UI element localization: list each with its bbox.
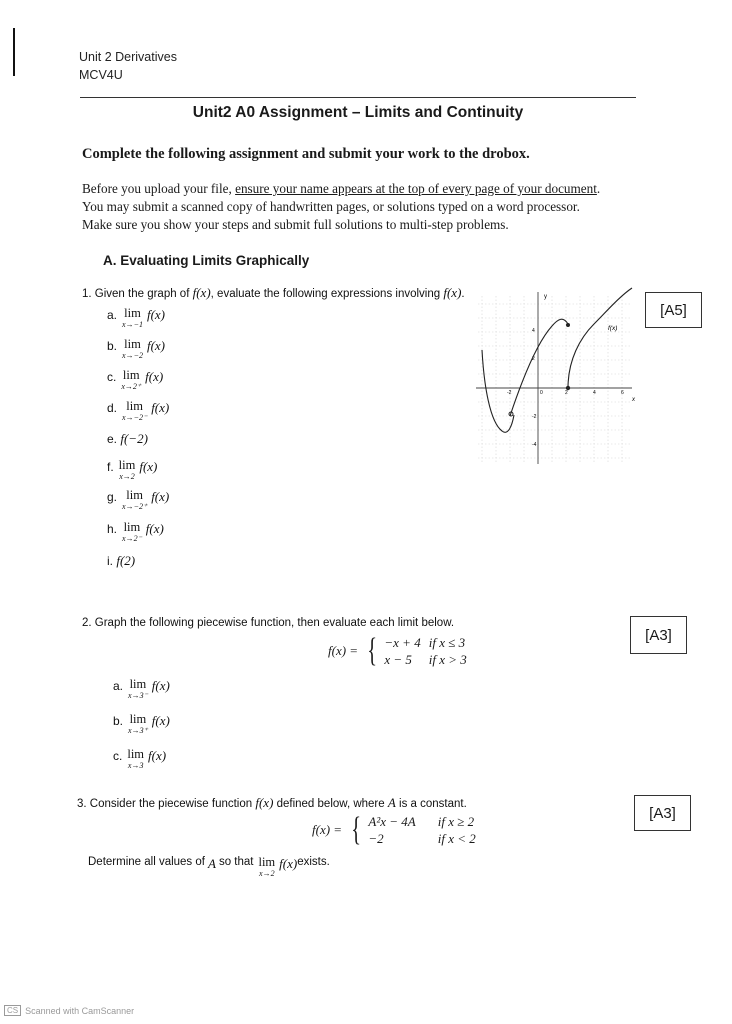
q3-piecewise-definition: f(x) = { A²x − 4A if x ≥ 2 −2 if x < 2 [312, 813, 484, 847]
q1-item-e: e. f(−2) [107, 431, 148, 446]
q1-item-g: g. lim x→−2⁺ f(x) [107, 488, 170, 511]
intro-paragraph [82, 180, 652, 234]
graph-grid [478, 296, 630, 462]
limit-notation: lim x→−2 [122, 337, 143, 360]
tick-label: -2 [532, 414, 537, 420]
q1-item-b: b. lim x→−2 f(x) [107, 337, 166, 360]
curve-right-branch [568, 288, 632, 388]
limit-notation: lim x→3⁻ [128, 677, 148, 700]
closed-point [566, 323, 570, 327]
q3-marks: [A3] [634, 795, 691, 831]
tick-label: -2 [507, 390, 512, 396]
q1-prompt: 1. Given the graph of f(x), evaluate the following expressions involving f(x). [82, 285, 465, 300]
camscanner-logo: CS [4, 1005, 21, 1016]
q1-item-i: i. f(2) [107, 553, 136, 568]
section-a-heading: A. Evaluating Limits Graphically [103, 253, 310, 268]
limit-notation: lim x→−1 [122, 306, 143, 329]
q1-item-a: a. lim x→−1 f(x) [107, 306, 166, 329]
scanner-watermark: CS Scanned with CamScanner [4, 1005, 134, 1016]
tick-label: 0 [540, 390, 543, 396]
limit-notation: lim x→2 [118, 458, 136, 481]
limit-notation: lim x→−2⁻ [122, 399, 148, 422]
para-line-3: Make sure you show your steps and submit full solutions to multi-step problems. [82, 217, 509, 232]
tick-label: 4 [532, 328, 535, 334]
tick-label: 2 [565, 390, 568, 396]
tick-label: 6 [621, 390, 624, 396]
curve-label: f(x) [608, 325, 618, 332]
q2-item-a: a. lim x→3⁻ f(x) [113, 677, 170, 700]
para-line-1: Before you upload your file, ensure your name appears at the top of every page of your document. [82, 181, 601, 196]
scan-edge-mark [13, 28, 15, 76]
limit-notation: lim x→2 [258, 855, 276, 878]
curve-middle-branch [510, 319, 568, 416]
q1-item-h: h. lim x→2⁻ f(x) [107, 520, 164, 543]
q2-item-c: c. lim x→3 f(x) [113, 747, 167, 770]
unit-title: Unit 2 Derivatives [79, 50, 177, 64]
page-title: Unit2 A0 Assignment – Limits and Continuity [192, 104, 524, 121]
limit-notation: lim x→3 [127, 747, 145, 770]
tick-label: -4 [532, 442, 537, 448]
limit-notation: lim x→−2⁺ [122, 488, 148, 511]
q3-determine: Determine all values of A so that lim x→2 f(x) exists. [88, 855, 330, 878]
q1-function-graph [470, 282, 645, 467]
tick-label: 4 [593, 390, 596, 396]
header-rule [80, 97, 636, 98]
q2-item-b: b. lim x→3⁺ f(x) [113, 712, 170, 735]
q1-item-c: c. lim x→2⁺ f(x) [107, 368, 164, 391]
q3-cases: A²x − 4A if x ≥ 2 −2 if x < 2 [368, 814, 476, 846]
tick-label: 2 [532, 356, 535, 362]
q3-prompt: 3. Consider the piecewise function f(x) defined below, where A is a constant. [77, 795, 467, 810]
y-axis-label: y [544, 294, 547, 300]
q1-marks: [A5] [645, 292, 702, 328]
q2-marks: [A3] [630, 616, 687, 654]
instruction: Complete the following assignment and submit your work to the drobox. [82, 146, 530, 162]
q2-cases: −x + 4 if x ≤ 3 x − 5 if x > 3 [384, 635, 467, 667]
limit-notation: lim x→2⁺ [121, 368, 142, 391]
limit-notation: lim x→3⁺ [128, 712, 148, 735]
x-axis-label: x [632, 397, 635, 403]
left-brace: { [367, 632, 378, 669]
q2-prompt: 2. Graph the following piecewise function, then evaluate each limit below. [82, 617, 455, 629]
q2-piecewise-definition: f(x) = { −x + 4 if x ≤ 3 x − 5 if x > 3 [328, 634, 475, 668]
q1-item-d: d. lim x→−2⁻ f(x) [107, 399, 170, 422]
course-code: MCV4U [79, 68, 123, 82]
para-line-2: You may submit a scanned copy of handwritten pages, or solutions typed on a word processor. [82, 199, 580, 214]
limit-notation: lim x→2⁻ [122, 520, 142, 543]
left-brace: { [351, 811, 362, 848]
q1-item-f: f. lim x→2 f(x) [107, 458, 158, 481]
